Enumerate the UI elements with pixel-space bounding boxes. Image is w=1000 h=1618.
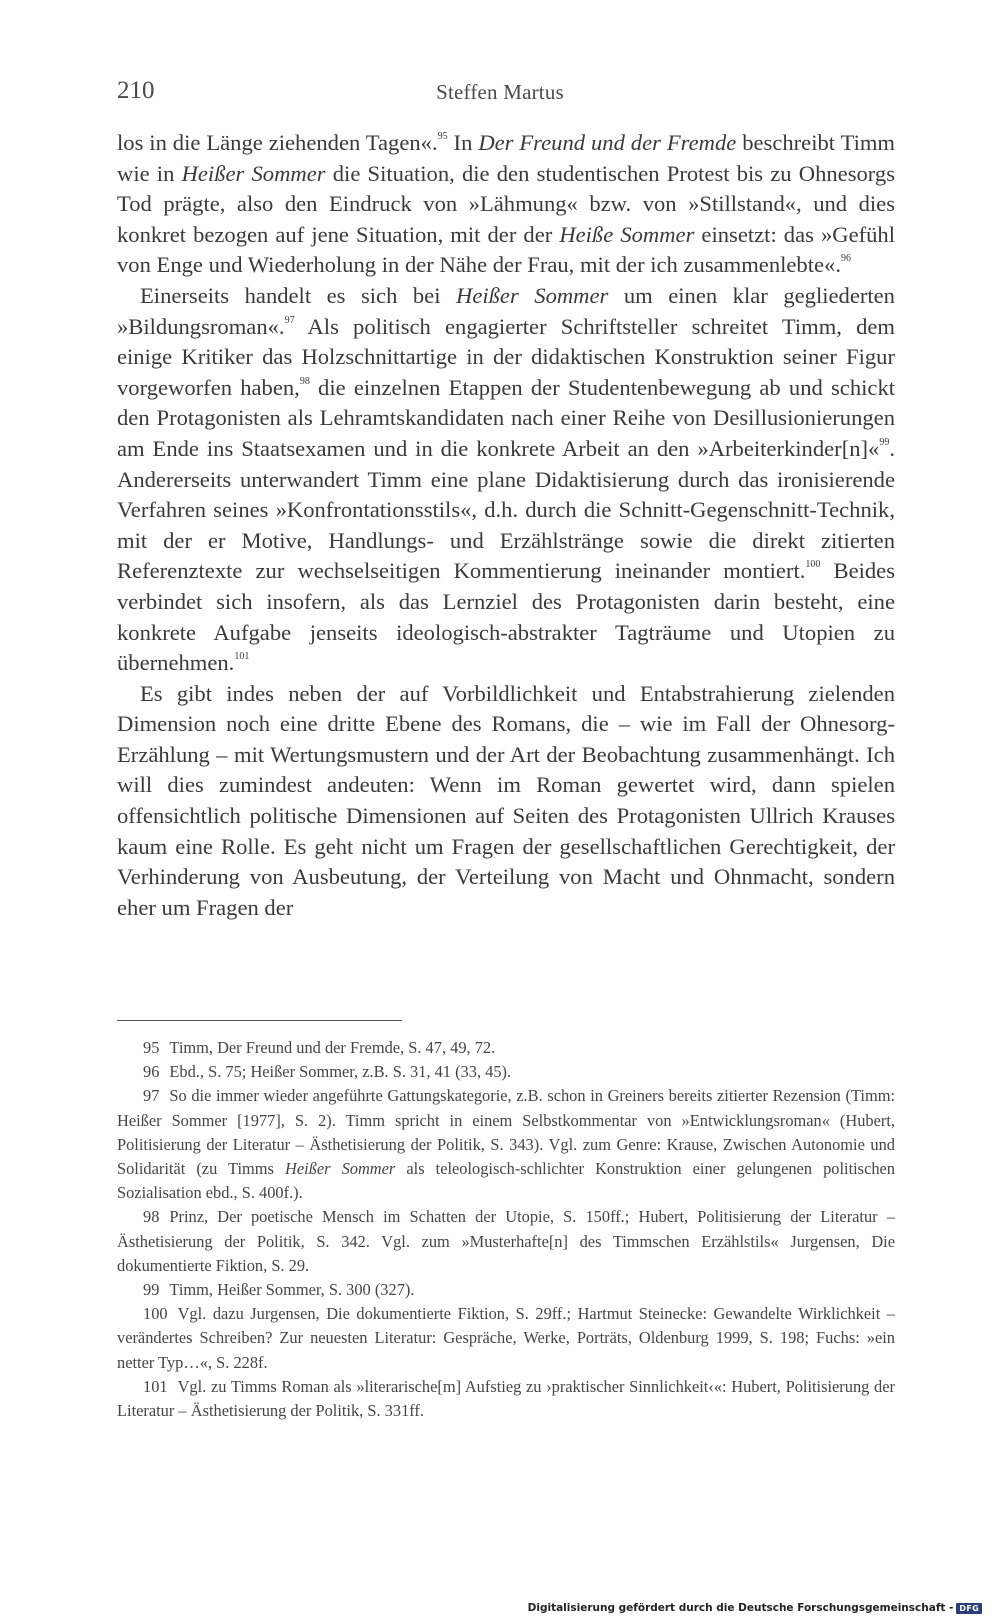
page-number: 210 — [117, 77, 155, 104]
footnote-number: 100 — [143, 1304, 168, 1324]
text-run: die einzelnen Etappen der Studentenbewegung ab und schickt den Protagonisten als Lehramtskandidaten nach einer Reihe von Desillusionierungen am Ende ins Staatsexamen und in die konkrete Arbeit an den »Arbeiterkinder[n]« — [117, 374, 896, 461]
paragraph-1 — [117, 128, 895, 281]
paragraph-3: Es gibt indes neben der auf Vorbildlichkeit und Entabstrahierung zielenden Dimension noch eine dritte Ebene des Romans, die – wie im Fall der Ohnesorg-Erzählung – mit Wertungsmustern und der Art der Beobachtung zusammenhängt. Ich will dies zumindest andeuten: Wenn im Roman gewertet wird, dann spielen offensichtlich politische Dimensionen auf Seiten des Protagonisten Ullrich Krauses kaum eine Rolle. Es geht nicht um Fragen der gesellschaftlichen Gerechtigkeit, der Verhinderung von Ausbeutung, der Verteilung von Macht und Ohnmacht, sondern eher um Fragen der — [117, 680, 895, 920]
main-text — [117, 128, 895, 923]
footnote-100 — [117, 1302, 895, 1375]
text-run: Beides verbindet sich insofern, als das Lernziel des Protagonisten darin besteht, eine konkrete Aufgabe jenseits ideologisch-abstrakter Tagträume und Utopien zu übernehmen. — [117, 558, 895, 676]
footnote-ref-98[interactable]: 98 — [299, 375, 310, 387]
footnote-divider — [117, 1020, 402, 1021]
text-run: um einen klar gegliederten »Bildungsroman«. — [117, 282, 895, 339]
footnote-text: Timm, Heißer Sommer, S. 300 (327). — [169, 1280, 415, 1300]
text-run: Einerseits handelt es sich bei — [140, 282, 457, 308]
footnote-98 — [117, 1205, 895, 1278]
footnote-ref-99[interactable]: 99 — [879, 436, 890, 448]
text-run: Als politisch engagierter Schriftsteller schreitet Timm, dem einige Kritiker das Holzschnittartige in der didaktischen Konstruktion seiner Figur vorgeworfen haben, — [117, 313, 895, 400]
footnote-101 — [117, 1375, 895, 1423]
footnote-ref-97[interactable]: 97 — [284, 314, 295, 326]
footnote-95 — [117, 1036, 895, 1060]
text-run: beschreibt Timm wie in — [117, 130, 896, 186]
paragraph-2 — [117, 281, 895, 679]
footnote-ref-101[interactable]: 101 — [234, 651, 250, 663]
text-run: einsetzt: das »Gefühl von Enge und Wiederholung in der Nähe der Frau, mit der ich zusammenlebte«. — [117, 221, 895, 278]
footnote-text: Timm, Der Freund und der Fremde, S. 47, 49, 72. — [169, 1038, 496, 1057]
footnote-number: 96 — [143, 1062, 160, 1082]
footnote-ref-95[interactable]: 95 — [437, 131, 448, 142]
footnote-number: 101 — [143, 1376, 168, 1396]
text-run: los in die Länge ziehenden Tagen«. — [117, 130, 438, 155]
footnote-ref-96[interactable]: 96 — [840, 253, 851, 265]
footnote-text: Prinz, Der poetische Mensch im Schatten der Utopie, S. 150ff.; Hubert, Politisierung der Literatur – Ästhetisierung der Politik, S. 342. Vgl. zum »Musterhafte[n] des Timmschen Erzählstils« Jurgensen, Die dokumentierte Fiktion, S. 29. — [117, 1207, 895, 1275]
text-run: . Andererseits unterwandert Timm eine plane Didaktisierung durch das ironisierende Verfahren seines »Konfrontationsstils«, d.h. durch die Schnitt-Gegenschnitt-Technik, mit der er Motive, Handlungs- und Erzählstränge sowie die direkt zitierten Referenztexte zur wechselseitigen Kommentierung ineinander montiert. — [117, 435, 895, 584]
footnote-text: Vgl. dazu Jurgensen, Die dokumentierte Fiktion, S. 29ff.; Hartmut Steinecke: Gewandelte Wirklichkeit – verändertes Schreiben? Zur neuesten Literatur: Gespräche, Werke, Porträts, Oldenburg 1999, S. 198; Fuchs: »ein netter Typ…«, S. 228f. — [117, 1304, 895, 1372]
book-title: Heißer Sommer — [181, 160, 326, 186]
running-head: Steffen Martus — [436, 80, 564, 104]
footnote-text: als teleologisch-schlichter Konstruktion einer gelungenen politischen Sozialisation ebd., S. 400f.). — [117, 1159, 896, 1203]
text-run: die Situation, die den studentischen Protest bis zu Ohnesorgs Tod prägte, also den Eindruck von »Lähmung« bzw. von »Stillstand«, und dies konkret bezogen auf jene Situation, mit der der — [117, 160, 896, 247]
dfg-funding-footer — [528, 1602, 982, 1614]
book-title: Heißer Sommer — [284, 1159, 396, 1179]
footnotes — [117, 1036, 895, 1423]
footnote-97 — [117, 1084, 895, 1205]
footnote-ref-100[interactable]: 100 — [805, 559, 821, 571]
footnote-text: So die immer wieder angeführte Gattungskategorie, z.B. schon in Greiners bereits zitierter Rezension (Timm: Heißer Sommer [1977], S. 2). Timm spricht in einem Selbstkommentar von »Entwicklungsroman« (Hubert, Politisierung der Literatur – Ästhetisierung der Politik, S. 343). Vgl. zum Genre: Krause, Zwischen Autonomie und Solidarität (zu Timms — [117, 1086, 895, 1179]
text-run: In — [447, 130, 479, 155]
dfg-logo-icon: DFG — [956, 1603, 982, 1614]
book-title: Der Freund und der Fremde — [478, 130, 737, 155]
book-title: Heiße Sommer — [559, 221, 695, 247]
footnote-text: Vgl. zu Timms Roman als »literarische[m] Aufstieg zu ›praktischer Sinnlichkeit‹«: Hubert, Politisierung der Literatur – Ästhetisierung der Politik, S. 331ff. — [117, 1376, 895, 1421]
footnote-number: 95 — [143, 1038, 160, 1057]
footnote-number: 98 — [143, 1207, 160, 1227]
footnote-99 — [117, 1278, 895, 1302]
footnote-text: Ebd., S. 75; Heißer Sommer, z.B. S. 31, 41 (33, 45). — [169, 1062, 512, 1082]
book-title: Heißer Sommer — [456, 282, 609, 308]
dfg-funding-text: Digitalisierung gefördert durch die Deutsche Forschungsgemeinschaft - — [527, 1602, 954, 1614]
footnote-number: 97 — [143, 1086, 160, 1106]
footnote-96 — [117, 1060, 895, 1084]
footnote-number: 99 — [143, 1280, 160, 1300]
